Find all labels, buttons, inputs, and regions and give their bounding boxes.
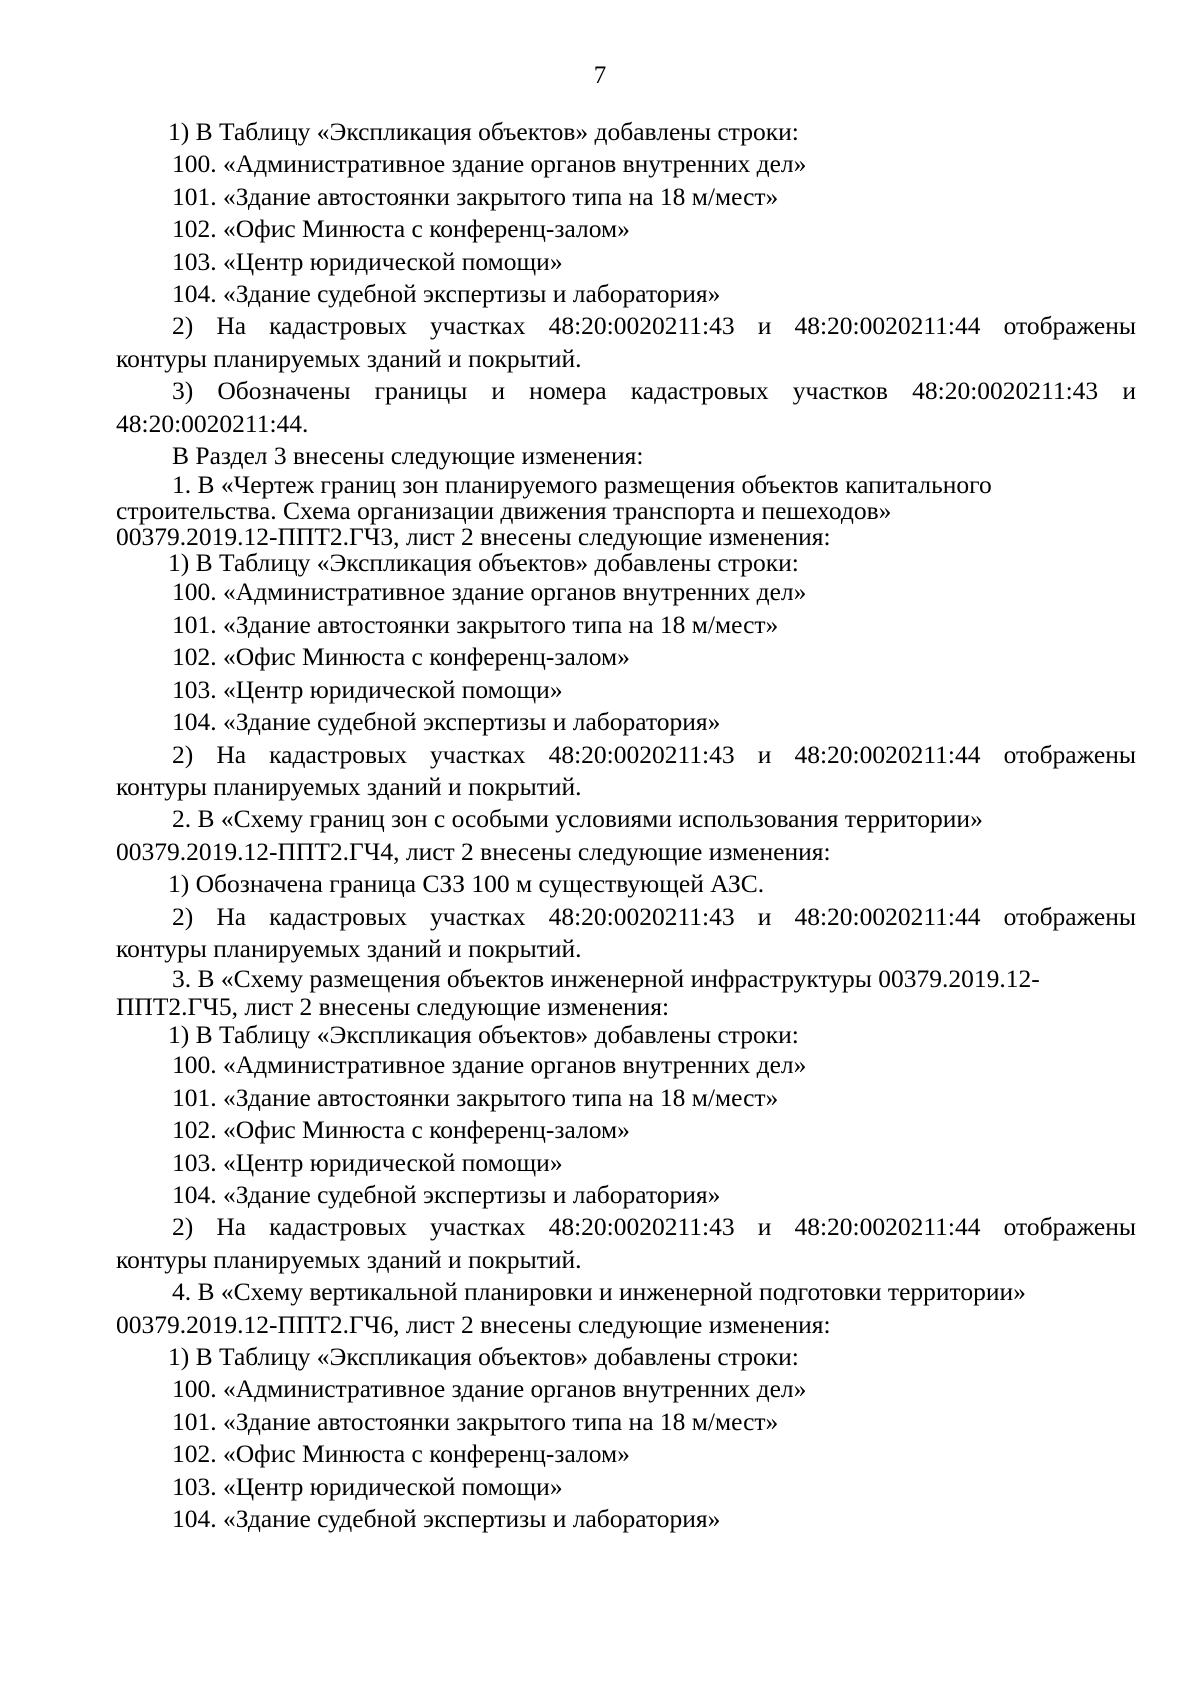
list-item: 102. «Офис Минюста с конференц-залом» bbox=[172, 1115, 630, 1145]
list-item: 1) В Таблицу «Экспликация объектов» добавлены строки: bbox=[168, 1342, 799, 1371]
list-item: 1) В Таблицу «Экспликация объектов» добавлены строки: bbox=[168, 117, 799, 146]
paragraph-line: контуры планируемых зданий и покрытий. bbox=[116, 771, 582, 801]
list-item: 103. «Центр юридической помощи» bbox=[172, 1147, 563, 1177]
paragraph-line: 00379.2019.12-ППТ2.ГЧ6, лист 2 внесены следующие изменения: bbox=[116, 1309, 831, 1339]
paragraph-line: 3) Обозначены границы и номера кадастровых участков 48:20:0020211:43 и bbox=[172, 376, 1136, 406]
paragraph-line: строительства. Схема организации движения транспорта и пешеходов» bbox=[116, 496, 892, 526]
paragraph-line: 2) На кадастровых участках 48:20:0020211:43 и 48:20:0020211:44 отображены bbox=[172, 1212, 1136, 1242]
paragraph-line: 2) На кадастровых участках 48:20:0020211:43 и 48:20:0020211:44 отображены bbox=[172, 311, 1136, 341]
list-item: 1) В Таблицу «Экспликация объектов» добавлены строки: bbox=[168, 548, 799, 578]
list-item: 103. «Центр юридической помощи» bbox=[172, 1471, 563, 1501]
list-item: 101. «Здание автостоянки закрытого типа на 18 м/мест» bbox=[172, 609, 779, 639]
list-item: 102. «Офис Минюста с конференц-залом» bbox=[172, 1439, 630, 1469]
paragraph-line: контуры планируемых зданий и покрытий. bbox=[116, 1244, 582, 1274]
paragraph-line: 48:20:0020211:44. bbox=[116, 408, 309, 438]
paragraph-line: 1. В «Чертеж границ зон планируемого размещения объектов капитального bbox=[172, 470, 992, 500]
paragraph-line: 00379.2019.12-ППТ2.ГЧ3, лист 2 внесены следующие изменения: bbox=[116, 522, 831, 552]
list-item: 104. «Здание судебной экспертизы и лаборатория» bbox=[172, 1504, 721, 1534]
list-item: 1) В Таблицу «Экспликация объектов» добавлены строки: bbox=[168, 1020, 799, 1050]
list-item: 100. «Административное здание органов внутренних дел» bbox=[172, 149, 807, 179]
list-item: 103. «Центр юридической помощи» bbox=[172, 246, 563, 276]
list-item: 100. «Административное здание органов внутренних дел» bbox=[172, 1050, 807, 1080]
list-item: 103. «Центр юридической помощи» bbox=[172, 674, 563, 704]
paragraph-line: 00379.2019.12-ППТ2.ГЧ4, лист 2 внесены следующие изменения: bbox=[116, 836, 831, 866]
list-item: 104. «Здание судебной экспертизы и лаборатория» bbox=[172, 279, 721, 309]
paragraph-line: 2. В «Схему границ зон с особыми условиями использования территории» bbox=[172, 804, 983, 834]
list-item: 101. «Здание автостоянки закрытого типа на 18 м/мест» bbox=[172, 1406, 779, 1436]
paragraph-line: ППТ2.ГЧ5, лист 2 внесены следующие изменения: bbox=[116, 992, 670, 1022]
list-item: 102. «Офис Минюста с конференц-залом» bbox=[172, 214, 630, 244]
paragraph-line: контуры планируемых зданий и покрытий. bbox=[116, 343, 582, 373]
list-item: 101. «Здание автостоянки закрытого типа на 18 м/мест» bbox=[172, 1082, 779, 1112]
list-item: 102. «Офис Минюста с конференц-залом» bbox=[172, 642, 630, 672]
list-item: 1) Обозначена граница СЗЗ 100 м существующей АЗС. bbox=[168, 869, 765, 899]
list-item: 100. «Административное здание органов внутренних дел» bbox=[172, 577, 807, 607]
list-item: 104. «Здание судебной экспертизы и лаборатория» bbox=[172, 707, 721, 737]
paragraph-line: контуры планируемых зданий и покрытий. bbox=[116, 933, 582, 963]
document-body bbox=[116, 116, 1136, 1535]
page-number: 7 bbox=[593, 62, 607, 89]
list-item: 100. «Административное здание органов внутренних дел» bbox=[172, 1374, 807, 1404]
list-item: 104. «Здание судебной экспертизы и лаборатория» bbox=[172, 1179, 721, 1209]
paragraph-line: 2) На кадастровых участках 48:20:0020211:43 и 48:20:0020211:44 отображены bbox=[172, 739, 1136, 769]
paragraph-line: 3. В «Схему размещения объектов инженерной инфраструктуры 00379.2019.12- bbox=[172, 964, 1040, 994]
section-heading: В Раздел 3 внесены следующие изменения: bbox=[172, 441, 644, 471]
paragraph-line: 4. В «Схему вертикальной планировки и инженерной подготовки территории» bbox=[172, 1277, 1026, 1307]
list-item: 101. «Здание автостоянки закрытого типа на 18 м/мест» bbox=[172, 181, 779, 211]
paragraph-line: 2) На кадастровых участках 48:20:0020211:43 и 48:20:0020211:44 отображены bbox=[172, 901, 1136, 931]
